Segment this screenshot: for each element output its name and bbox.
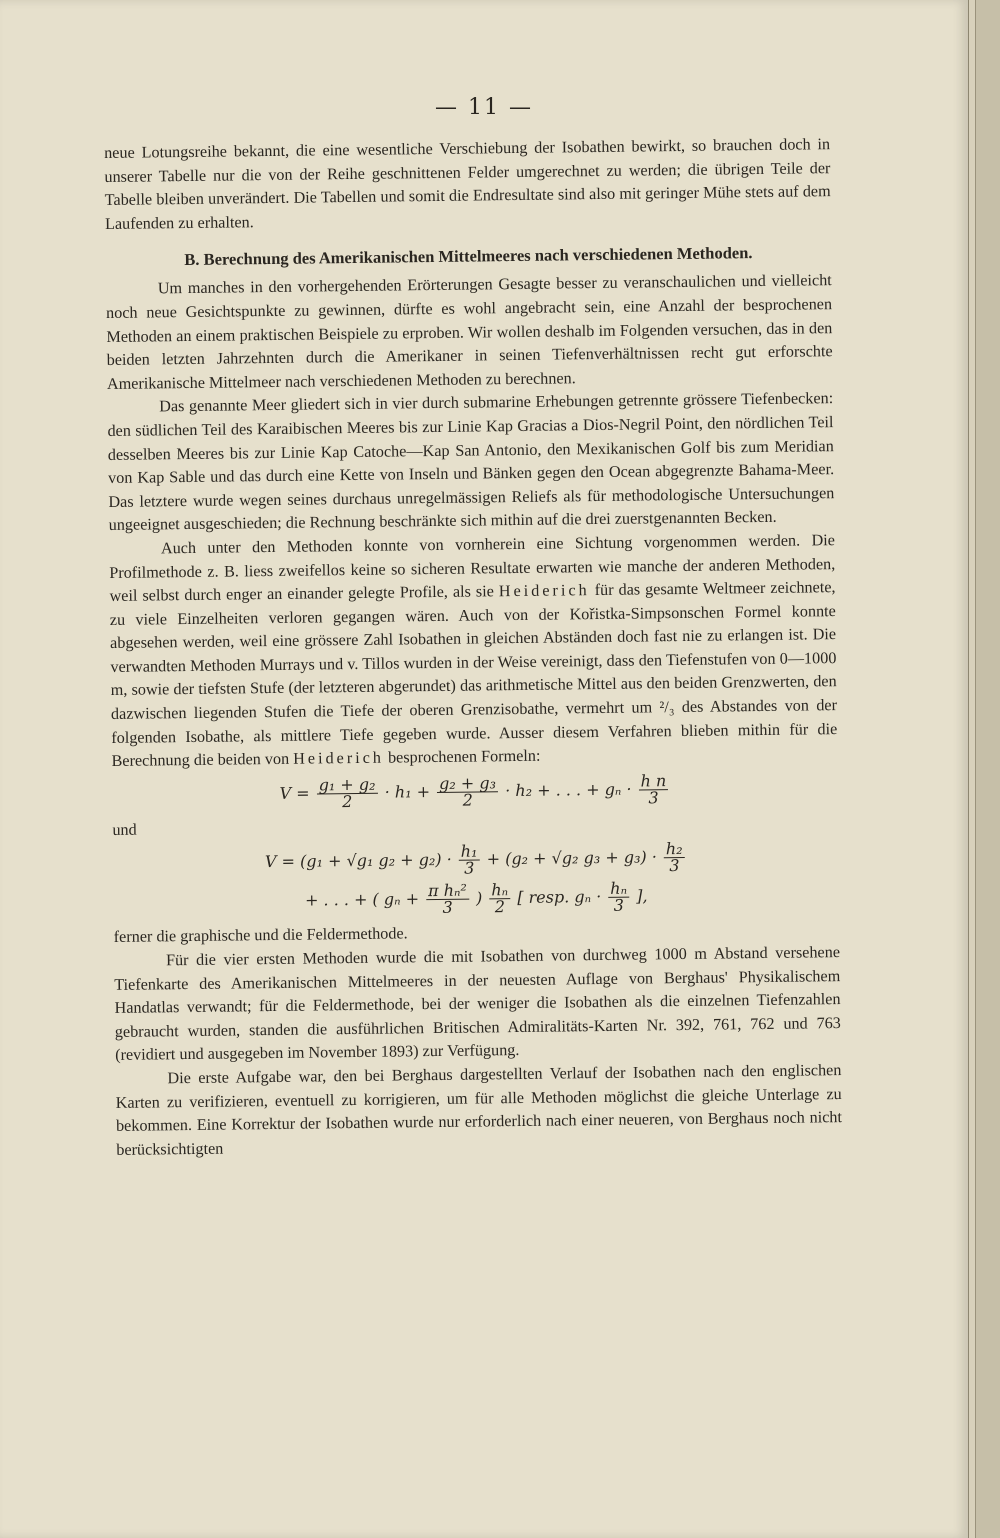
paragraph-2: Um manches in den vorhergehenden Erörterungen Gesagte besser zu veranschaulichen und vielleicht noch neue Gesichtspunkte zu gewinnen, dürfte es wohl angebracht sein, eine Anzahl der besprochenen Methoden an einem praktischen Beispiele zu erproben. Wir wollen deshalb im Folgenden versuchen, das in den beiden letzten Jahrzehnten durch die Amerikaner in seinen Tiefenverhältnissen recht gut erforschte Amerikanische Mittelmeer nach verschiedenen Methoden zu berechnen.: [105, 271, 833, 393]
paragraph-4-part-a: Auch unter den Methoden konnte von vornherein eine Sichtung vorgenommen werden. Die Profilmethode z. B. liess zweifellos keine so sicheren Resultate erwarten wie manche der anderen Methoden, weil selbst durch enger an einander gelegte Profile, als sie: [109, 531, 836, 606]
paragraph-7: Die erste Aufgabe war, den bei Berghaus dargestellten Verlauf der Isobathen nach den englischen Karten zu verifizieren, eventuell zu korrigieren, um für alle Methoden möglichst die gleiche Unterlage zu bekommen. Eine Korrektur der Isobathen wurde nur erforderlich nach einer neueren, von Berghaus noch nicht berücksichtigten: [115, 1061, 843, 1159]
fraction: $\frac{\text{h₁}}{3}$: [460, 841, 478, 879]
fraction: $\frac{\text{hₙ}}{3}$: [610, 879, 628, 916]
formula-2-line-1: V = (g₁ + √g₁ g₂ + g₂) · $\frac{\text{h₁}}{3}$ + (g₂ + √g₂ g₃ + g₃) · $\frac{\text{h₂}}{3}$: [113, 840, 839, 882]
formula-2-line-2: + . . . + ( gₙ + $\frac{\text{π hₙ²}}{3}$ ) $\frac{\text{hₙ}}{2}$ [ resp. gₙ · $\frac{\text{hₙ}}{3}$ ],: [304, 879, 648, 918]
paragraph-4-part-b: für das gesamte Weltmeer zeichnete, zu viele Einzelheiten verloren gegangen wären. Auch von der Kořistka-Simpsonschen Formel konnte abgesehen werden, weil eine grössere Zahl Isobathen in gleichen Abständen doch fast nie zu erlangen ist. Die verwandten Methoden Murrays und v. Tillos wurden in der Weise vereinigt, dass den Tiefenstufen von 0—1000 m, sowie der tiefsten Stufe (der letzteren abgerundet) das arithmetische Mittel aus den beiden Grenzwerten, den dazwischen liegenden Stufen die Tiefe der oberen Grenzisobathe, vermehrt um ²/₃ des Abstandes von der folgenden Isobathe, als mittlere Tiefe gegeben wurde. Ausser diesem Verfahren blieben mithin für die Berechnung die beiden von: [109, 578, 838, 771]
paragraph-5: ferner die graphische und die Feldermethode.: [113, 924, 408, 947]
page-edge: [968, 0, 975, 1538]
author-name-heiderich-2: Heiderich: [293, 748, 385, 768]
section-heading: B. Berechnung des Amerikanischen Mittelmeeres nach verschiedenen Methoden.: [184, 243, 753, 270]
paragraph-1: neue Lotungsreihe bekannt, die eine wesentliche Verschiebung der Isobathen bewirkt, so brauchen doch in unserer Tabelle nur die von der Reihe geschnittenen Felder umgerechnet zu werden; die übrigen Teile der Tabelle bleiben unverändert. Die Tabellen und somit die Endresultate sind also mit geringer Mühe stets auf dem Laufenden zu erhalten.: [104, 135, 831, 233]
paragraph-4-part-c: besprochenen Formeln:: [387, 746, 541, 767]
page-edge-outer: [975, 0, 1000, 1538]
fraction: $\frac{\text{h n}}{3}$: [640, 771, 667, 808]
formula-1: V = $\frac{\text{g₁ + g₂}}{2}$ · h₁ + $\frac{\text{g₂ + g₃}}{2}$ · h₂ + . . . + gₙ · $\frac{\text{h n}}{3}$: [112, 771, 838, 813]
author-name-heiderich: Heiderich: [498, 581, 590, 601]
paragraph-4: [109, 529, 838, 774]
paragraph-3: Das genannte Meer gliedert sich in vier durch submarine Erhebungen getrennte grössere Tiefenbecken: den südlichen Teil des Karaibischen Meeres bis zur Linie Kap Gracias a Dios-Negril Point, den nördlichen Teil desselben Meeres bis zur Linie Kap Catoche—Kap San Antonio, den Mexikanischen Golf bis zum Meridian von Kap Sable und das durch eine Kette von Inseln und Bänken gegen den Ocean abgegrenzte Bahama-Meer. Das letztere wurde wegen seines durchaus unregelmässigen Reliefs als für methodologische Untersuchungen ungeeignet ausgeschieden; die Rechnung beschränkte sich mithin auf die drei zuerstgenannten Becken.: [107, 389, 835, 535]
body-text: [104, 133, 842, 1162]
fraction: $\frac{\text{h₂}}{3}$: [665, 839, 683, 876]
fraction: $\frac{\text{g₁ + g₂}}{2}$: [318, 774, 376, 811]
page-number: — 11 —: [435, 95, 533, 120]
paragraph-6: Für die vier ersten Methoden wurde die mit Isobathen von durchweg 1000 m Abstand versehene Tiefenkarte des Amerikanischen Mittelmeeres in der neuesten Auflage von Berghaus' Physikalischem Handatlas verwandt; für die Feldermethode, bei der weniger die Isobathen als die einzelnen Tiefenzahlen gebraucht wurden, standen die ausführlichen Britischen Admiralitäts-Karten Nr. 392, 761, 762 und 763 (revidiert und ausgegeben im November 1893) zur Verfügung.: [114, 943, 841, 1065]
fraction: $\frac{\text{π hₙ²}}{3}$: [427, 881, 467, 918]
und-label: und: [112, 820, 137, 839]
fraction: $\frac{\text{hₙ}}{2}$: [491, 880, 509, 917]
fraction: $\frac{\text{g₂ + g₃}}{2}$: [438, 773, 497, 810]
